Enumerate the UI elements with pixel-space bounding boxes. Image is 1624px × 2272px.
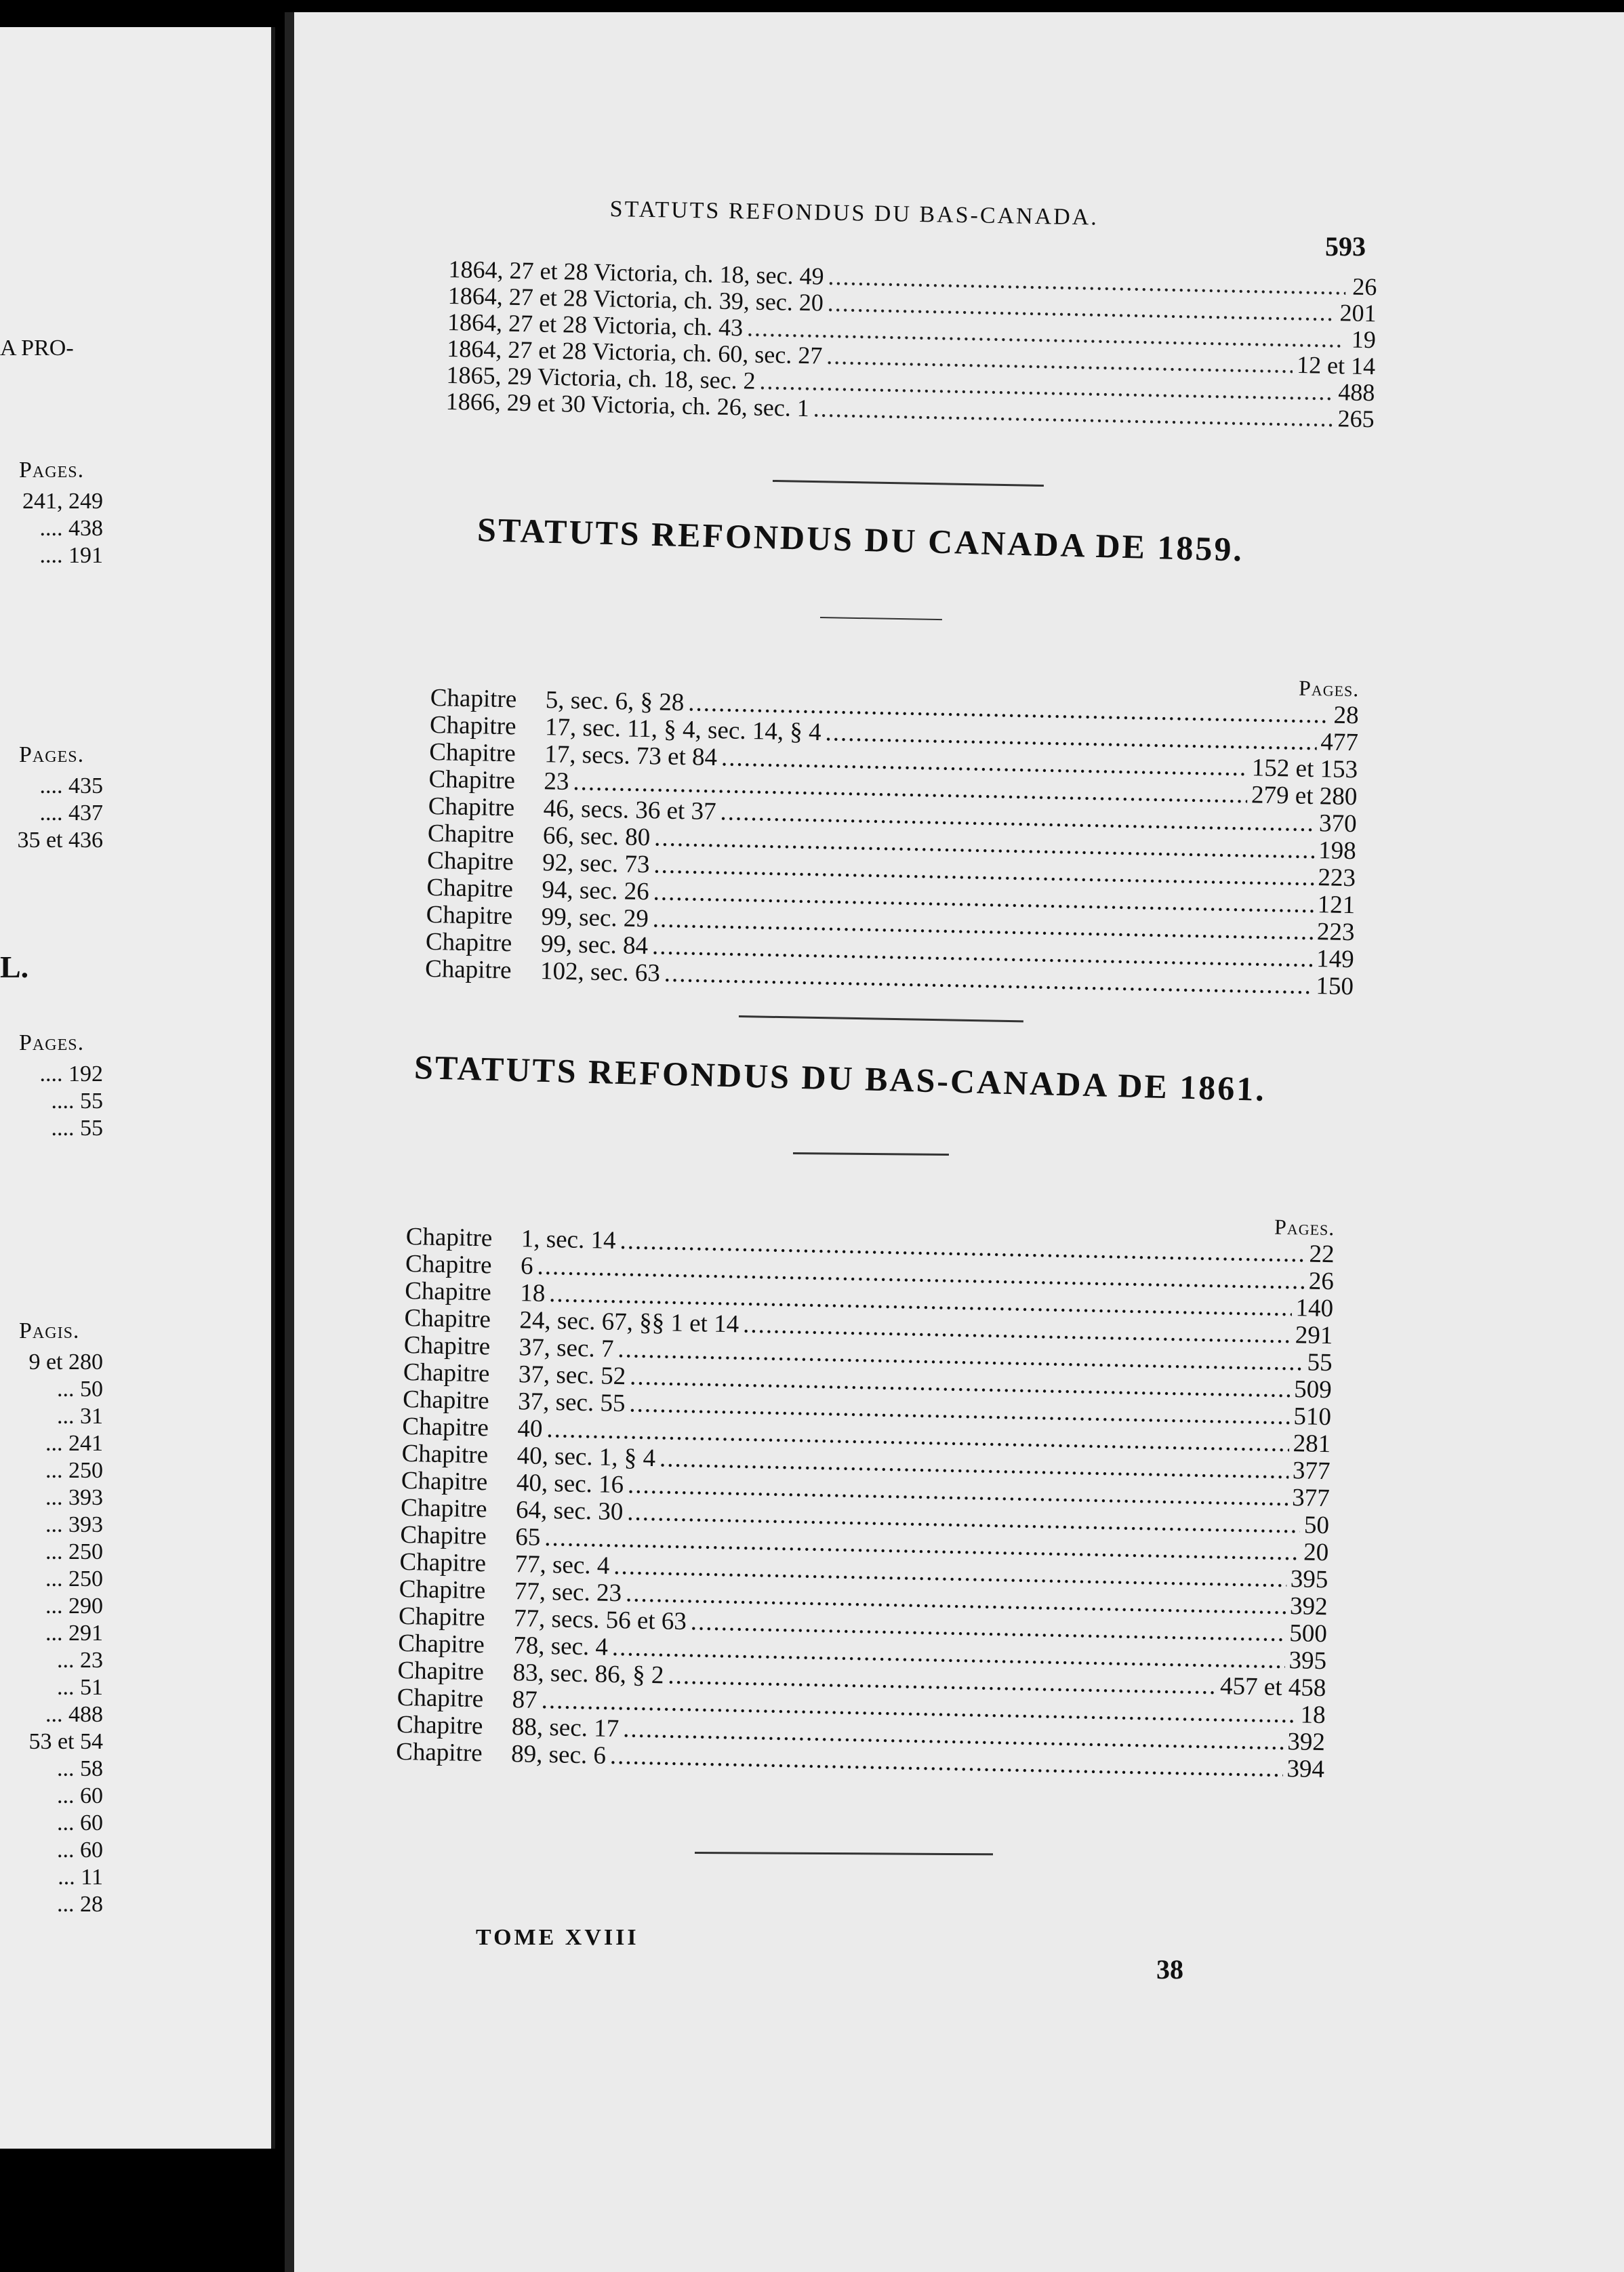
chapter-page: 152 et 153 — [1251, 754, 1358, 784]
entry-page: 19 — [1351, 325, 1377, 354]
chapter-word: Chapitre — [428, 765, 516, 795]
left-page-row: .... 55 — [51, 1116, 103, 1141]
chapter-word: Chapitre — [426, 873, 514, 904]
chapter-page: 395 — [1290, 1565, 1328, 1594]
left-page-row: ... 393 — [45, 1485, 103, 1510]
chapter-reference: 99, sec. 84 — [540, 930, 649, 960]
chapter-page: 22 — [1309, 1240, 1335, 1269]
chapter-word: Chapitre — [401, 1439, 489, 1469]
chapter-word: Chapitre — [428, 792, 515, 822]
chapter-reference: 77, sec. 23 — [514, 1577, 622, 1608]
left-page-row: ... 58 — [57, 1756, 103, 1781]
chapter-page: 370 — [1318, 809, 1357, 838]
left-page-row: ... 11 — [58, 1865, 103, 1890]
running-head: STATUTS REFONDUS DU BAS-CANADA. — [609, 197, 1099, 230]
left-page-heading-fragment: A PRO- — [0, 336, 74, 361]
entry-page: 12 et 14 — [1296, 351, 1376, 380]
chapter-page: 457 et 458 — [1219, 1672, 1326, 1703]
spacer — [406, 1217, 521, 1219]
chapter-word: Chapitre — [402, 1385, 490, 1415]
entry-label: 1864, 27 et 28 Victoria, ch. 60, sec. 27 — [447, 334, 823, 369]
chapter-reference: 24, sec. 67, §§ 1 et 14 — [519, 1306, 739, 1339]
chapter-reference: 77, sec. 4 — [514, 1550, 610, 1580]
left-page-row: 35 et 436 — [17, 828, 103, 853]
chapter-reference: 89, sec. 6 — [510, 1740, 607, 1770]
chapter-reference: 6 — [520, 1252, 533, 1280]
left-page-row: ... 28 — [57, 1892, 103, 1917]
chapter-reference: 66, sec. 80 — [542, 821, 651, 852]
chapter-reference: 99, sec. 29 — [541, 903, 649, 933]
section-title-1859: STATUTS REFONDUS DU CANADA DE 1859. — [476, 510, 1244, 569]
chapter-reference: 87 — [512, 1686, 538, 1714]
chapter-page: 392 — [1289, 1592, 1328, 1621]
chapter-page: 121 — [1317, 891, 1356, 920]
chapter-page: 395 — [1288, 1646, 1327, 1676]
page-number: 593 — [1325, 231, 1366, 262]
chapter-word: Chapitre — [403, 1331, 491, 1361]
chapter-reference: 102, sec. 63 — [540, 957, 661, 988]
left-page-row: 53 et 54 — [28, 1729, 103, 1754]
chapter-word: Chapitre — [400, 1520, 487, 1551]
chapter-word: Chapitre — [405, 1222, 493, 1253]
chapter-word: Chapitre — [397, 1683, 484, 1713]
left-page-pages-label-1: Pages. — [19, 458, 85, 483]
chapter-page: 377 — [1292, 1457, 1331, 1486]
spacer — [430, 678, 546, 681]
left-page-row: .... 192 — [39, 1061, 103, 1087]
chapter-reference: 37, sec. 7 — [519, 1333, 614, 1363]
chapter-page: 28 — [1333, 701, 1359, 730]
chapter-reference: 77, secs. 56 et 63 — [513, 1604, 687, 1636]
chapter-reference: 88, sec. 17 — [511, 1713, 620, 1743]
left-page-row: ... 250 — [45, 1566, 103, 1591]
page-gutter-edge — [285, 12, 294, 2272]
chapter-reference: 37, sec. 55 — [517, 1387, 626, 1418]
left-page-row: ... 60 — [57, 1783, 103, 1808]
chapter-page: 281 — [1293, 1429, 1331, 1459]
chapter-word: Chapitre — [399, 1547, 487, 1578]
chapter-reference: 17, sec. 11, § 4, sec. 14, § 4 — [544, 713, 822, 747]
chapter-page: 510 — [1293, 1402, 1332, 1432]
left-page-row: .... 55 — [51, 1089, 103, 1114]
pages-label: Pages. — [1274, 1214, 1335, 1240]
left-page-pages-label-2: Pages. — [19, 742, 85, 767]
chapter-list-1861 — [396, 1196, 1335, 1783]
entry-page: 488 — [1338, 378, 1375, 407]
left-page-row: ... 51 — [57, 1675, 103, 1700]
chapter-page: 509 — [1293, 1375, 1333, 1404]
chapter-page: 198 — [1318, 836, 1357, 866]
chapter-word: Chapitre — [398, 1602, 485, 1632]
footer-signature-mark: 38 — [1156, 1954, 1183, 1985]
chapter-reference: 92, sec. 73 — [542, 849, 650, 879]
chapter-page: 20 — [1303, 1538, 1329, 1567]
chapter-word: Chapitre — [404, 1276, 492, 1307]
chapter-word: Chapitre — [399, 1575, 486, 1605]
entry-label: 1865, 29 Victoria, ch. 18, sec. 2 — [446, 361, 756, 394]
chapter-page: 394 — [1286, 1755, 1325, 1784]
left-page-row: 9 et 280 — [28, 1350, 103, 1375]
left-page-row: ... 250 — [45, 1458, 103, 1483]
left-page-row: ... 241 — [45, 1431, 103, 1456]
chapter-reference: 40, sec. 16 — [516, 1469, 624, 1499]
chapter-word: Chapitre — [397, 1629, 485, 1659]
entry-page: 26 — [1352, 272, 1377, 301]
chapter-reference: 46, secs. 36 et 37 — [543, 794, 716, 826]
left-page-block-2 — [0, 773, 103, 854]
chapter-page: 477 — [1320, 728, 1359, 757]
chapter-page: 18 — [1300, 1701, 1326, 1730]
entry-label: 1864, 27 et 28 Victoria, ch. 18, sec. 49 — [448, 256, 824, 290]
chapter-page: 50 — [1303, 1511, 1330, 1540]
chapter-reference: 23 — [544, 767, 569, 796]
chapter-word: Chapitre — [429, 710, 516, 741]
chapter-page: 149 — [1316, 945, 1355, 974]
entry-label: 1866, 29 et 30 Victoria, ch. 26, sec. 1 — [445, 387, 810, 422]
entry-page: 201 — [1339, 299, 1377, 327]
left-page-row: ... 290 — [45, 1594, 103, 1619]
chapter-reference: 1, sec. 14 — [521, 1225, 616, 1255]
left-page-pages-label-4: Pagis. — [19, 1318, 80, 1343]
chapter-reference: 78, sec. 4 — [512, 1631, 609, 1661]
chapter-word: Chapitre — [427, 819, 514, 849]
chapter-page: 140 — [1295, 1294, 1334, 1323]
chapter-word: Chapitre — [401, 1466, 488, 1497]
chapter-word: Chapitre — [424, 954, 512, 985]
left-page-row: ... 60 — [57, 1838, 103, 1863]
chapter-page: 26 — [1308, 1267, 1335, 1296]
chapter-word: Chapitre — [426, 900, 513, 931]
chapter-reference: 18 — [519, 1279, 546, 1307]
left-page-row: ... 23 — [57, 1648, 103, 1673]
chapter-reference: 83, sec. 86, § 2 — [512, 1659, 664, 1690]
chapter-reference: 37, sec. 52 — [518, 1360, 626, 1391]
chapter-page: 291 — [1295, 1321, 1333, 1350]
chapter-reference: 94, sec. 26 — [542, 876, 650, 906]
chapter-word: Chapitre — [400, 1493, 487, 1524]
chapter-page: 500 — [1288, 1619, 1328, 1648]
chapter-word: Chapitre — [428, 737, 516, 768]
left-page-row: .... 438 — [39, 516, 103, 541]
left-page-row: ... 488 — [45, 1702, 103, 1727]
footer-tome: TOME XVIII — [476, 1925, 639, 1950]
left-page-row: .... 437 — [39, 800, 103, 826]
left-page-row: ... 250 — [45, 1539, 103, 1564]
chapter-page: 55 — [1307, 1348, 1333, 1377]
chapter-reference: 40 — [517, 1415, 543, 1443]
chapter-word: Chapitre — [425, 927, 512, 958]
chapter-page: 392 — [1286, 1728, 1326, 1757]
chapter-word: Chapitre — [426, 846, 514, 876]
chapter-word: Chapitre — [403, 1358, 490, 1388]
left-page-row: ... 393 — [45, 1512, 103, 1537]
left-page-row: ... 50 — [57, 1377, 103, 1402]
chapter-page: 377 — [1291, 1484, 1331, 1513]
chapter-word: Chapitre — [395, 1737, 483, 1768]
chapter-page: 223 — [1318, 864, 1356, 893]
chapter-word: Chapitre — [405, 1249, 492, 1280]
left-page-block-4 — [0, 1349, 103, 1918]
left-page-row: 241, 249 — [22, 489, 103, 514]
left-facing-page — [0, 27, 275, 2149]
chapter-page: 279 et 280 — [1251, 781, 1358, 811]
chapter-reference: 5, sec. 6, § 28 — [545, 686, 685, 717]
entry-label: 1864, 27 et 28 Victoria, ch. 39, sec. 20 — [447, 281, 824, 317]
chapter-reference: 40, sec. 1, § 4 — [516, 1442, 656, 1473]
chapter-word: Chapitre — [397, 1656, 485, 1686]
left-page-row: ... 31 — [57, 1404, 103, 1429]
left-page-heading-fragment-2: L. — [0, 950, 29, 984]
chapter-page: 150 — [1316, 972, 1354, 1001]
chapter-word: Chapitre — [402, 1412, 489, 1442]
victoria-statutes-list — [446, 256, 1377, 432]
chapter-word: Chapitre — [404, 1303, 491, 1334]
chapter-word: Chapitre — [396, 1710, 483, 1741]
left-page-row: ... 60 — [57, 1810, 103, 1835]
section-title-1861: STATUTS REFONDUS DU BAS-CANADA DE 1861. — [413, 1047, 1267, 1108]
chapter-list-1859 — [425, 657, 1360, 1000]
left-page-row: ... 291 — [45, 1621, 103, 1646]
left-page-row: .... 435 — [39, 773, 103, 798]
left-page-row: .... 191 — [39, 543, 103, 568]
entry-page: 265 — [1337, 405, 1375, 433]
chapter-reference: 65 — [514, 1523, 541, 1551]
chapter-word: Chapitre — [430, 683, 517, 714]
pages-label: Pages. — [1298, 675, 1360, 702]
chapter-reference: 64, sec. 30 — [515, 1496, 624, 1526]
left-page-pages-label-3: Pages. — [19, 1030, 85, 1055]
left-page-block-1 — [0, 488, 103, 569]
left-page-block-3 — [0, 1061, 103, 1142]
chapter-page: 223 — [1316, 918, 1355, 947]
entry-label: 1864, 27 et 28 Victoria, ch. 43 — [447, 308, 744, 342]
chapter-reference: 17, secs. 73 et 84 — [544, 740, 718, 772]
